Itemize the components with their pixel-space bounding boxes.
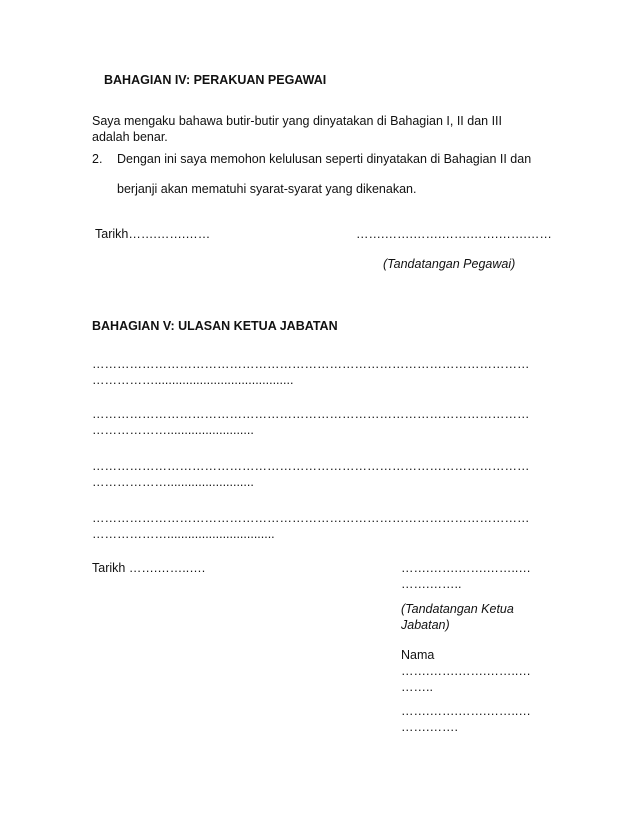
comment-line[interactable]: ………………......................... [92, 475, 254, 489]
item-number: 2. [92, 152, 103, 166]
officer-signature-caption: (Tandatangan Pegawai) [383, 257, 516, 271]
extra-field-cont[interactable]: …….……. [401, 720, 458, 734]
head-signature-caption-1: (Tandatangan Ketua [401, 602, 514, 616]
name-field-cont[interactable]: …….. [401, 680, 433, 694]
item-line-1: Dengan ini saya memohon kelulusan seperti dinyatakan di Bahagian II dan [117, 152, 532, 166]
officer-signature-field[interactable]: …….…….…….…….…….…….…… [356, 227, 552, 241]
name-label: Nama [401, 648, 435, 662]
statement-line-2: adalah benar. [92, 130, 168, 144]
head-signature-caption-2: Jabatan) [401, 618, 450, 632]
statement-line-1: Saya mengaku bahawa butir-butir yang dinyatakan di Bahagian I, II dan III [92, 114, 502, 128]
comment-line[interactable]: …………………………………………………………………………………………… [92, 511, 530, 525]
name-field[interactable]: …….…….…….……..… [401, 664, 531, 678]
head-signature-field[interactable]: …….…….…….……..… [401, 561, 531, 575]
item-line-2: berjanji akan mematuhi syarat-syarat yang dikenakan. [117, 182, 417, 196]
head-date-field[interactable]: Tarikh …….……..…. [92, 561, 206, 575]
comment-line[interactable]: ……………........................................ [92, 373, 294, 387]
head-signature-field-cont[interactable]: …….…….. [401, 577, 462, 591]
comment-line[interactable]: ………………......................... [92, 423, 254, 437]
officer-date-field[interactable]: Tarikh…….…….…… [95, 227, 211, 241]
comment-line[interactable]: …………………………………………………………………………………………… [92, 459, 530, 473]
comment-line[interactable]: ………………............................... [92, 527, 275, 541]
comment-line[interactable]: …………………………………………………………………………………………… [92, 407, 530, 421]
extra-field[interactable]: …….…….…….……..… [401, 704, 531, 718]
section-v-heading: BAHAGIAN V: ULASAN KETUA JABATAN [92, 319, 338, 333]
comment-line[interactable]: …………………………………………………………………………………………… [92, 357, 530, 371]
section-iv-heading: BAHAGIAN IV: PERAKUAN PEGAWAI [104, 73, 327, 87]
